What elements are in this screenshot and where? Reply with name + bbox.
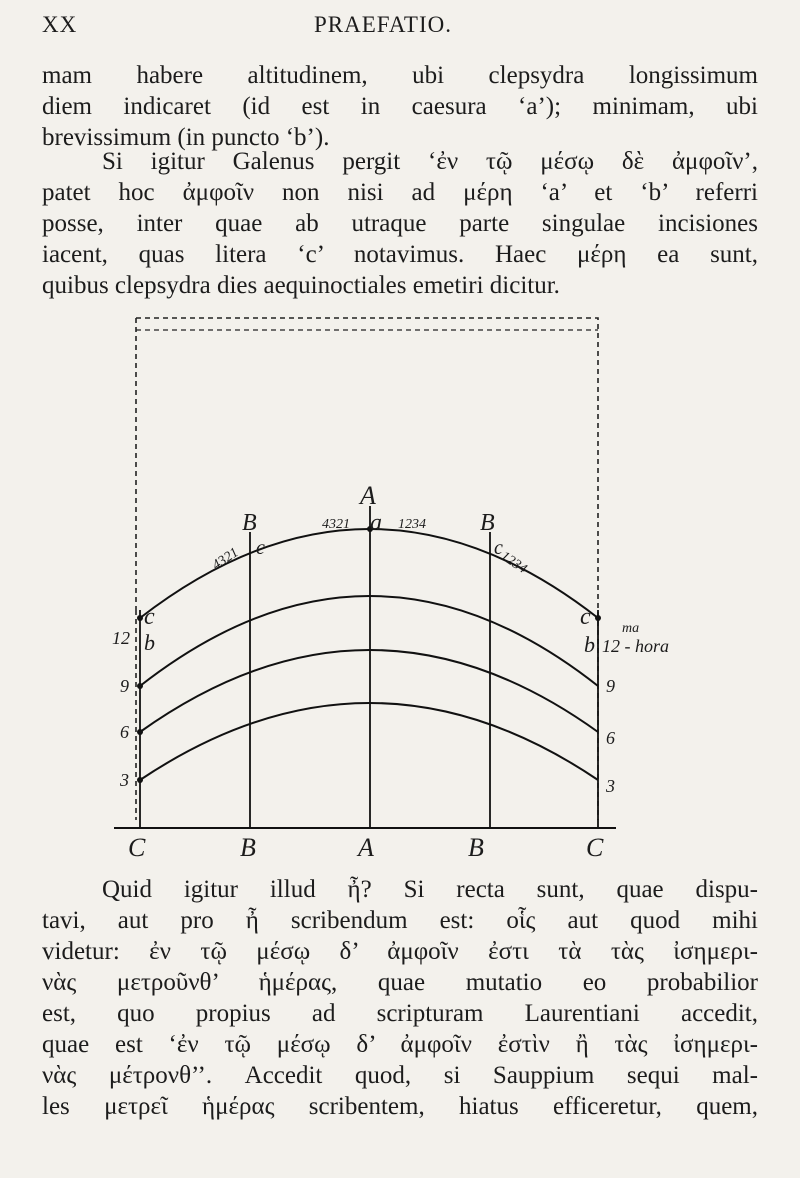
label-c-left-edge: c <box>144 604 155 630</box>
clepsydra-diagram <box>108 310 669 862</box>
bottom-label-B-right: B <box>468 833 484 862</box>
text-line: est, quo propius ad scripturam Laurentiani accedit, <box>42 1000 758 1027</box>
page-number: XX <box>42 12 78 37</box>
bottom-label-C-right: C <box>586 833 604 862</box>
text-line: quae est ‘ἐν τῷ μέσῳ δ’ ἀμφοῖν ἐστὶν ἢ τὰς ἰσημερι- <box>42 1031 758 1058</box>
text-line: iacent, quas litera ‘c’ notavimus. Haec μέρη ea sunt, <box>42 241 758 268</box>
text-line: videtur: ἐν τῷ μέσῳ δ’ ἀμφοῖν ἐστι τὰ τὰς ἰσημερι- <box>42 938 758 965</box>
label-a-center: a <box>370 510 382 536</box>
paragraph-3 <box>42 874 758 1122</box>
paragraph-2 <box>42 146 758 301</box>
hour-label: 12 - hora <box>602 636 669 656</box>
text-line: Quid igitur illud ἦ? Si recta sunt, quae dispu- <box>102 876 758 903</box>
paragraph-1 <box>42 60 758 153</box>
bottom-label-A: A <box>358 833 374 862</box>
arc-6 <box>140 650 598 732</box>
text-line: Si igitur Galenus pergit ‘ἐν τῷ μέσῳ δὲ ἀμφοῖν’, <box>102 148 758 175</box>
digits-right-center: 1234 <box>398 517 426 532</box>
label-c-inner-right: c <box>494 537 503 559</box>
label-B-top-left: B <box>242 510 257 536</box>
bottom-label-C-left: C <box>128 833 146 862</box>
text-line: νὰς μετροῦνθ’ ἡμέρας, quae mutatio eo probabilior <box>42 969 758 996</box>
text-line: les μετρεῖ ἡμέρας scribentem, hiatus efficeretur, quem, <box>42 1093 758 1120</box>
digits-left-slant: 4321 <box>209 545 242 574</box>
text-line: νὰς μέτρονθ’’. Accedit quod, si Sauppium sequi mal- <box>42 1062 758 1089</box>
label-c-right-edge: c <box>580 604 591 630</box>
arc-9 <box>140 596 598 686</box>
label-c-inner-left: c <box>256 537 265 559</box>
arc-12 <box>140 529 598 618</box>
text-line: posse, inter quae ab utraque parte singulae incisiones <box>42 210 758 237</box>
text-line: mam habere altitudinem, ubi clepsydra longissimum <box>42 62 758 89</box>
digits-right-slant: 1234 <box>497 548 530 577</box>
page-header <box>42 12 758 46</box>
scale-right-9: 9 <box>606 676 615 696</box>
scale-left-9: 9 <box>120 676 129 696</box>
arc-3 <box>140 703 598 780</box>
scale-left-3: 3 <box>120 770 129 790</box>
scale-right-6: 6 <box>606 728 615 748</box>
scale-right-3: 3 <box>606 776 615 796</box>
hour-superscript: ma <box>622 621 640 636</box>
label-B-top-right: B <box>480 510 495 536</box>
text-line: tavi, aut pro ἦ scribendum est: οἷς aut quod mihi <box>42 907 758 934</box>
digits-left-center: 4321 <box>322 517 350 532</box>
text-line: brevissimum (in puncto ‘b’). <box>42 124 330 151</box>
scale-left-6: 6 <box>120 722 129 742</box>
scale-left-12: 12 <box>112 628 130 648</box>
bottom-label-B-left: B <box>240 833 256 862</box>
label-b-left: b <box>144 630 155 655</box>
running-title: PRAEFATIO. <box>314 12 453 37</box>
label-b-right: b <box>584 632 595 657</box>
text-line: quibus clepsydra dies aequinoctiales emetiri dicitur. <box>42 272 560 299</box>
label-A-top: A <box>360 481 376 510</box>
text-line: diem indicaret (id est in caesura ‘a’); minimam, ubi <box>42 93 758 120</box>
dashed-frame <box>136 318 598 820</box>
text-line: patet hoc ἀμφοῖν non nisi ad μέρη ‘a’ et ‘b’ referri <box>42 179 758 206</box>
